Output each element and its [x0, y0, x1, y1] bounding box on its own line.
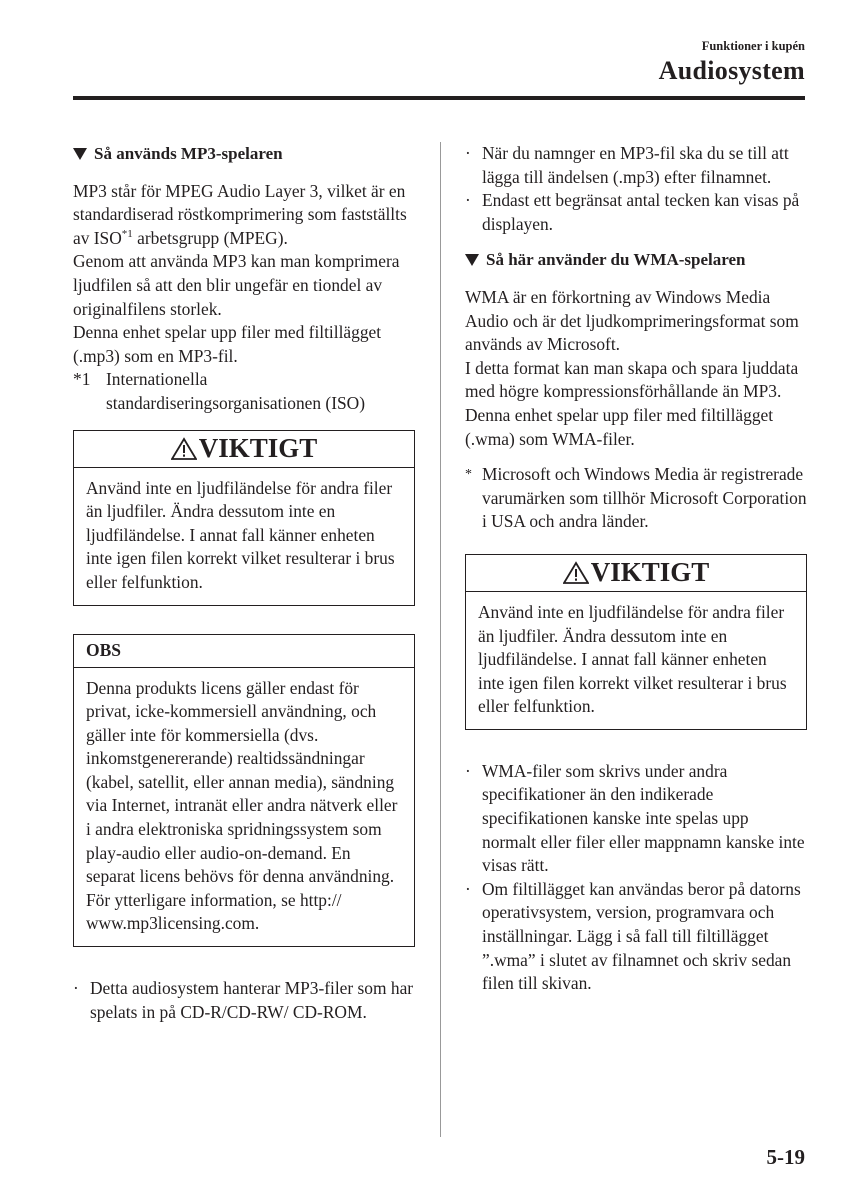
- list-item: [73, 977, 415, 1024]
- mp3-paragraph-2: Genom att använda MP3 kan man komprimera ljudfilen så att den blir ungefär en tiondel av originalfilens storlek.: [73, 251, 400, 319]
- warning-title: VIKTIGT: [590, 557, 710, 588]
- footnote-ref: *1: [121, 227, 133, 240]
- wma-paragraph-2: I detta format kan man skapa och spara ljuddata med högre kompressionsförhållande än MP3.: [465, 357, 799, 402]
- header-section-label: Funktioner i kupén: [701, 39, 805, 53]
- mp3-paragraph-1: [73, 180, 415, 251]
- page-number: 5-19: [766, 1145, 805, 1169]
- warning-triangle-icon: [563, 561, 589, 585]
- left-column: [73, 142, 415, 1024]
- list-item: [465, 142, 807, 189]
- page-title: Audiosystem: [658, 56, 805, 85]
- warning-triangle-icon: [171, 437, 197, 461]
- note-text: Denna produkts licens gäller endast för privat, icke-kommersiell användning, och gäller inte för kommersiella (dvs. inkomstgenererande) realtidssändningar (kabel, satellit, eller annan media), sändning via Internet, intranät eller andra nätverk eller i andra elektroniska spridningssystem som play-audio eller audio-on-demand. En separat licens behövs för denna användning. För ytterligare information, se http:// www.mp3licensing.com.: [86, 677, 398, 934]
- bullet-text: Om filtillägget kan användas beror på datorns operativsystem, version, programvara och inställningar. Lägg i så fall till filtillägget ”.wma” i slutet av filnamnet och skriv sedan filen till skivan.: [482, 878, 801, 994]
- mp3-heading-text: Så används MP3-spelaren: [94, 144, 283, 163]
- triangle-marker-icon: [465, 254, 479, 266]
- mp3-section-heading: [73, 142, 415, 166]
- bullet-text: Detta audiosystem hanterar MP3-filer som har spelats in på CD-R/CD-RW/ CD-ROM.: [90, 978, 414, 1022]
- header-rule: [73, 96, 805, 100]
- bullet-text: När du namnger en MP3-fil ska du se till att lägga till ändelsen (.mp3) efter filnamnet.: [482, 143, 789, 187]
- trademark-note: [465, 463, 807, 534]
- mp3-paragraph-1-text: MP3 står för MPEG Audio Layer 3, vilket är en standardiserad röstkomprimering som fastställts av ISO: [73, 180, 407, 248]
- list-item: [465, 189, 807, 236]
- column-divider: [440, 142, 441, 1137]
- note-box: [73, 634, 415, 948]
- wma-paragraph-1: WMA är en förkortning av Windows Media Audio och är det ljudkomprimeringsformat som används av Microsoft.: [465, 286, 799, 355]
- bullet-mark: ·: [465, 190, 471, 211]
- right-column: [465, 142, 807, 996]
- bullet-mark: ·: [465, 878, 471, 899]
- warning-header: [74, 431, 414, 468]
- warning-text: Använd inte en ljudfiländelse för andra filer än ljudfiler. Ändra dessutom inte en ljudfiländelse. I annat fall känner enheten inte igen filen korrekt vilket resulterar i brus eller felfunktion.: [478, 601, 787, 717]
- list-item: [465, 760, 807, 878]
- bullet-text: Endast ett begränsat antal tecken kan visas på displayen.: [482, 190, 800, 234]
- warning-box-left: [73, 430, 415, 606]
- wma-paragraph-3: Denna enhet spelar upp filer med filtillägget (.wma) som WMA-filer.: [465, 404, 774, 449]
- bullet-text: WMA-filer som skrivs under andra specifikationer än den indikerade specifikationen kanske inte spelas upp normalt eller filer eller mappnamn kanske inte visas rätt.: [482, 760, 805, 876]
- wma-section-heading: [465, 248, 807, 272]
- warning-title: VIKTIGT: [198, 432, 318, 463]
- mp3-paragraph-3: Denna enhet spelar upp filer med filtillägget (.mp3) som en MP3-fil.: [73, 322, 382, 366]
- wma-heading-text: Så här använder du WMA-spelaren: [486, 250, 746, 270]
- warning-text: Använd inte en ljudfiländelse för andra filer än ljudfiler. Ändra dessutom inte en ljudfiländelse. I annat fall känner enheten inte igen filen korrekt vilket resulterar i brus eller felfunktion.: [86, 477, 395, 592]
- list-item: [465, 878, 807, 996]
- warning-header: [466, 555, 806, 592]
- footnote-text: Internationella standardiseringsorganisationen (ISO): [106, 369, 366, 413]
- note-header: OBS: [74, 635, 414, 668]
- footnote-mark: *1: [73, 369, 91, 390]
- mp3-paragraph-1-tail: arbetsgrupp (MPEG).: [132, 227, 288, 248]
- trademark-text: Microsoft och Windows Media är registrerade varumärken som tillhör Microsoft Corporation i USA och andra länder.: [482, 464, 807, 532]
- footnote: [73, 368, 415, 415]
- warning-box-right: [465, 554, 807, 730]
- bullet-mark: ·: [73, 978, 79, 999]
- asterisk-mark: *: [465, 467, 472, 483]
- bullet-mark: ·: [465, 760, 471, 781]
- triangle-marker-icon: [73, 148, 87, 160]
- bullet-mark: ·: [465, 143, 471, 163]
